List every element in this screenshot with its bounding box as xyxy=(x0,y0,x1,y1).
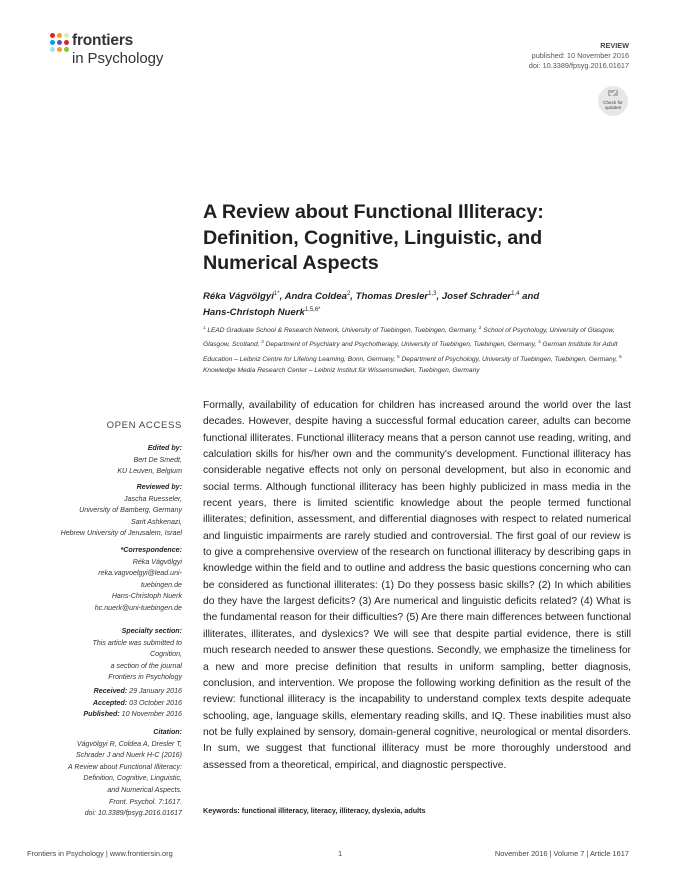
abstract-text: Formally, availability of education for children has increased around the world over the last decades. However, despite having a successful formal education career, adults can become functional illiterates. Functional illiteracy means that a person cannot use reading, writing, and calculation skills for his/her own and the community's development. Functional illiteracy has considerable negative effects not only on personal development, but also in economic and social terms. Although functional illiteracy has been highly publicized in mass media in the recent years, there is limited scientific knowledge about the people termed functional illiterates; definition, assessment, and differential diagnoses with respect to related numerical and linguistic impairments are rarely studied and controversial. The first goal of our review is to give a comprehensive overview of the research on functional illiteracy by describing gaps in knowledge within the field and to outline and address the basic questions concerning who can be considered as functional illiterates: (1) Do they possess basic skills? (2) In which abilities do they have the largest deficits? (3) Are numerical and linguistic deficits related? (4) What is the fundamental reason for their difficulties? (5) Are there main differences between functional illiterates, illiterates, and dyslexics? We will see that despite partial evidence, there is still much research needed to answer these questions. Secondly, we emphasize the timeliness for a new and more precise definition that results in uniform sampling, better diagnosis, conclusion, and intervention. We propose the following working definition as the result of the review: functional illiteracy is the incapability to understand complex texts despite adequate schooling, age, language skills, elementary reading skills, and IQ. These inabilities must also not be fully explained by sensory, domain-general cognitive, neurological or mental disorders. In sum, we suggest that functional illiteracy must be more thoroughly understood and assessed from a theoretical, empirical, and diagnostic perspective. xyxy=(203,400,631,771)
article-doi[interactable]: doi: 10.3389/fpsyg.2016.01617 xyxy=(528,61,629,70)
editor-name: Bert De Smedt, xyxy=(133,455,182,464)
author-name[interactable]: Andra Coldea xyxy=(284,291,347,303)
specialty-line-1: This article was submitted to xyxy=(92,638,182,647)
affiliation-marker: 5 xyxy=(397,353,400,359)
citation-line-5: and Numerical Aspects. xyxy=(107,785,182,794)
specialty-section xyxy=(30,626,182,684)
author-affil-marker: 1,5,6* xyxy=(304,306,321,313)
logo-dot-icon xyxy=(64,40,69,45)
logo-dot-icon xyxy=(57,47,62,52)
published-date: published: 10 November 2016 xyxy=(531,51,629,60)
received-heading: Received: xyxy=(93,687,128,695)
editor-affiliation: KU Leuven, Belgium xyxy=(117,467,182,476)
corr-email-1a[interactable]: reka.vagvoelgyi@lead.uni- xyxy=(98,569,182,578)
keywords: Keywords: functional illiteracy, literacy, illiteracy, dyslexia, adults xyxy=(203,806,426,815)
footer-issue-info: November 2016 | Volume 7 | Article 1617 xyxy=(494,849,629,858)
affiliation-marker: 3 xyxy=(261,339,264,345)
reviewed-by-heading: Reviewed by: xyxy=(136,483,182,491)
affiliation-text: Department of Psychology, University of Tuebingen, Tuebingen, Germany, xyxy=(399,355,620,363)
logo-dot-icon xyxy=(64,33,69,38)
correspondence-section xyxy=(30,545,182,615)
corr-author-1: Réka Vágvölgyi xyxy=(132,557,182,566)
logo-dot-icon xyxy=(50,40,55,45)
author-affil-marker: 1,3 xyxy=(428,291,437,297)
check-label-line-2: updates xyxy=(604,105,622,110)
article-type: REVIEW xyxy=(600,41,629,50)
reviewed-by-section xyxy=(30,482,182,540)
author-separator: and xyxy=(519,291,540,303)
page-number: 1 xyxy=(338,849,343,858)
affiliation-marker: 6 xyxy=(619,353,622,359)
author-affil-marker: 1,4 xyxy=(511,291,520,297)
citation-line-4: Definition, Cognitive, Linguistic, xyxy=(83,774,182,783)
affiliation-text: School of Psychology, University of Glasgow, Glasgow, Scotland, xyxy=(203,327,615,349)
footer-journal-link[interactable]: Frontiers in Psychology | www.frontiersin.org xyxy=(27,849,173,858)
title-line-1: A Review about Functional Illiteracy: xyxy=(203,201,544,223)
specialty-line-2: Cognition, xyxy=(150,650,182,659)
title-line-2: Definition, Cognitive, Linguistic, and xyxy=(203,226,543,249)
dates-section xyxy=(30,686,182,721)
check-updates-icon xyxy=(607,89,619,100)
corr-author-2: Hans-Christoph Nuerk xyxy=(111,592,182,601)
corr-email-2[interactable]: hc.nuerk@uni-tuebingen.de xyxy=(94,603,182,612)
published-heading: Published: xyxy=(83,710,120,719)
accepted-date: 03 October 2016 xyxy=(127,698,182,707)
reviewer-2-name: Sarit Ashkenazi, xyxy=(131,517,182,526)
logo-dot-icon xyxy=(50,33,55,38)
author-name[interactable]: Josef Schrader xyxy=(441,291,512,303)
published-side-date: 10 November 2016 xyxy=(119,710,182,719)
specialty-heading: Specialty section: xyxy=(121,627,182,635)
citation-line-6: Front. Psychol. 7:1617. xyxy=(109,797,182,806)
author-name[interactable]: Réka Vágvölgyi xyxy=(203,291,274,303)
title-line-3: Numerical Aspects xyxy=(203,252,379,274)
logo-dot-icon xyxy=(57,40,62,45)
citation-line-1: Vágvölgyi R, Coldea A, Dresler T, xyxy=(76,739,182,748)
specialty-line-3: a section of the journal xyxy=(110,661,182,670)
affiliation-marker: 1 xyxy=(203,325,206,330)
author-name[interactable]: Hans-Christoph Nuerk xyxy=(203,306,305,318)
citation-heading: Citation: xyxy=(153,728,182,736)
edited-by-section xyxy=(30,443,182,478)
reviewer-1-affiliation: University of Bamberg, Germany xyxy=(79,506,182,515)
reviewer-1-name: Jascha Ruesseler, xyxy=(124,494,182,503)
article-meta-header xyxy=(529,41,629,71)
journal-logo[interactable] xyxy=(50,30,180,70)
affiliation-marker: 2 xyxy=(478,325,482,330)
author-affil-marker: 1* xyxy=(273,291,280,297)
logo-dot-icon xyxy=(57,33,62,38)
correspondence-heading: *Correspondence: xyxy=(120,546,182,554)
logo-dot-icon xyxy=(50,47,55,52)
logo-brand: frontiers xyxy=(72,32,134,49)
accepted-heading: Accepted: xyxy=(92,698,128,707)
check-for-updates-badge[interactable] xyxy=(598,86,628,116)
article-title xyxy=(203,200,643,277)
reviewer-2-affiliation: Hebrew University of Jerusalem, Israel xyxy=(60,529,182,538)
logo-journal-name: in Psychology xyxy=(72,50,164,67)
affiliation-text: Knowledge Media Research Center – Leibniz Institut für Wissensmedien, Tuebingen, Germany xyxy=(203,367,480,375)
received-date: 29 January 2016 xyxy=(127,687,182,695)
open-access-label: OPEN ACCESS xyxy=(106,420,182,431)
edited-by-heading: Edited by: xyxy=(147,444,182,452)
affiliations xyxy=(203,322,643,376)
citation-line-3: A Review about Functional Illiteracy: xyxy=(67,762,182,771)
affiliation-marker: 4 xyxy=(538,339,541,345)
affiliation-text: LEAD Graduate School & Research Network, University of Tuebingen, Tuebingen, Germany, xyxy=(205,327,479,335)
author-affil-marker: 2 xyxy=(346,291,351,297)
frontiers-logo-icon xyxy=(50,33,70,53)
check-label-line-1: Check for xyxy=(603,100,623,105)
affiliation-text: German Institute for Adult Education – Leibniz Centre for Lifelong Learning, Bonn, Germany, xyxy=(203,341,618,363)
citation-line-7[interactable]: doi: 10.3389/fpsyg.2016.01617 xyxy=(84,809,182,818)
author-name[interactable]: Thomas Dresler xyxy=(355,291,429,303)
citation-section xyxy=(30,727,182,820)
citation-line-2: Schrader J and Nuerk H-C (2016) xyxy=(75,751,182,760)
corr-email-1b[interactable]: tuebingen.de xyxy=(140,580,182,589)
logo-dot-icon xyxy=(64,47,69,52)
affiliation-text: Department of Psychiatry and Psychotherapy, University of Tuebingen, Tuebingen, Germany, xyxy=(263,341,539,349)
author-list: Réka Vágvölgyi$^{1*}$, Andra Coldea$^2$, Thomas Dresler$^{1,3}$, Josef Schrader$^{1,4}$ and Hans-Christoph Nuerk$^{1,5,6*}$ xyxy=(203,291,540,318)
specialty-line-4: Frontiers in Psychology xyxy=(108,673,182,682)
